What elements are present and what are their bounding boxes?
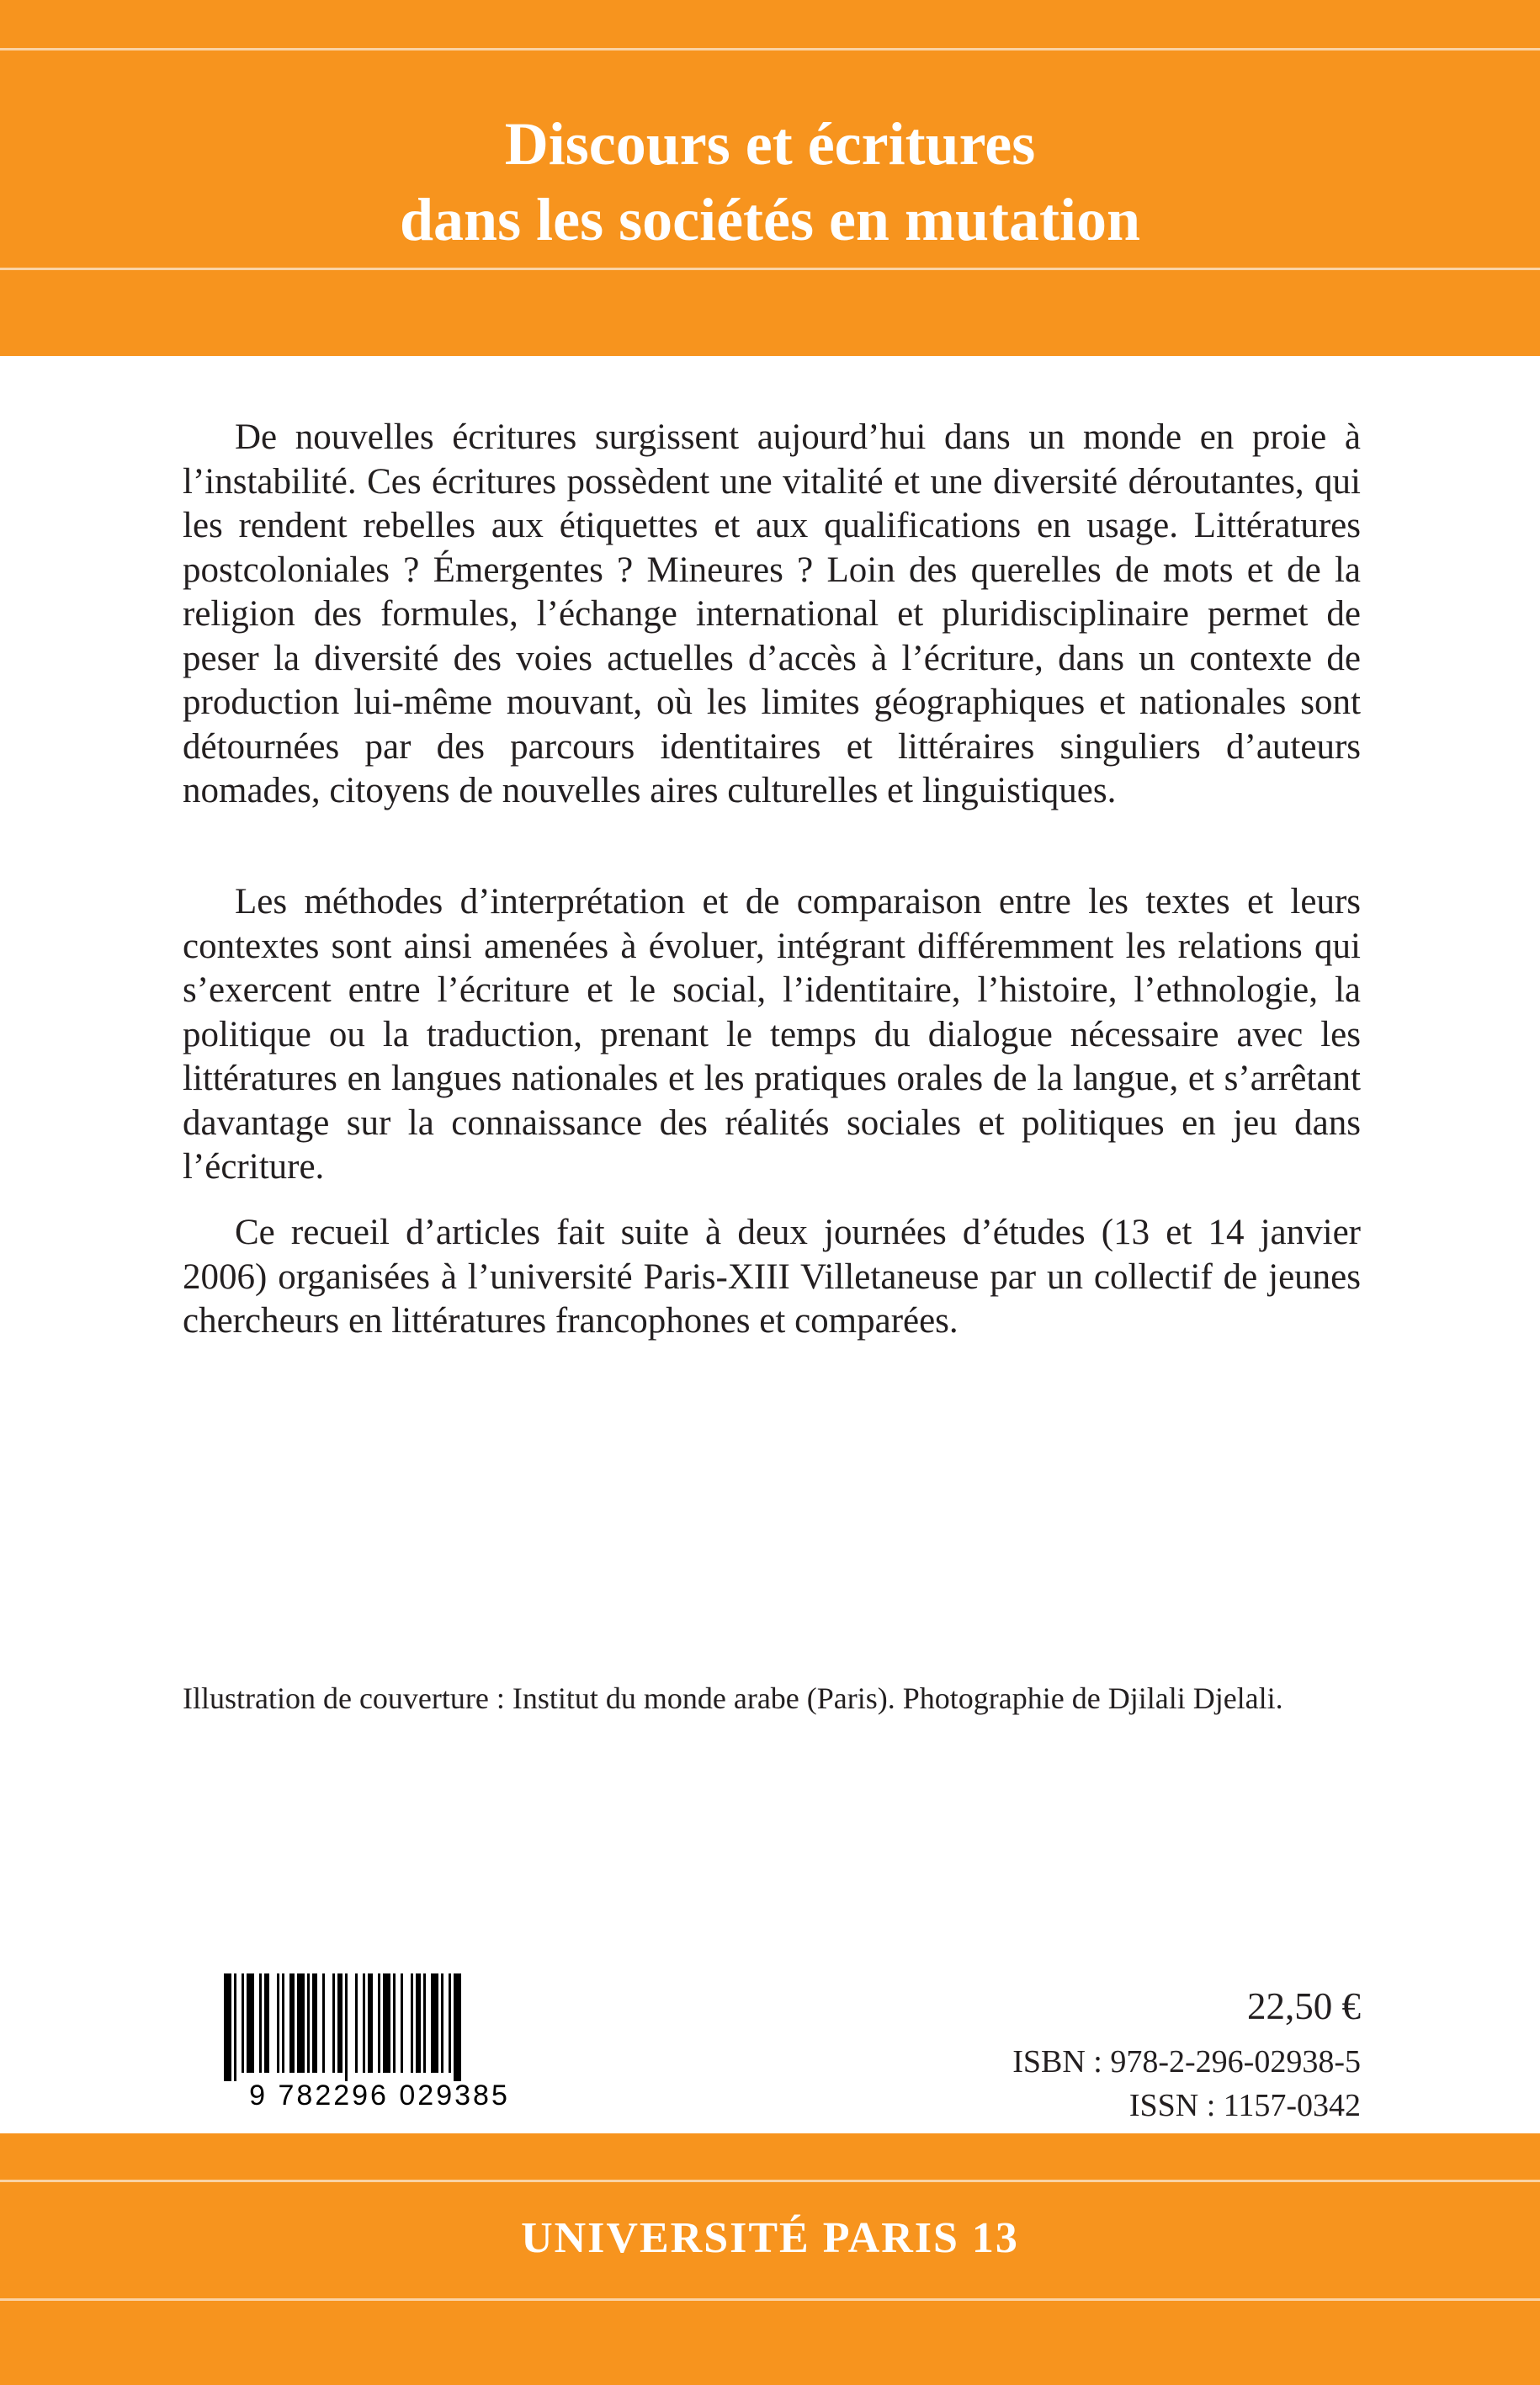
barcode-bar: [449, 1973, 451, 2073]
isbn-barcode: [205, 1973, 554, 2108]
cover-illustration-credit: Illustration de couverture : Institut du monde arabe (Paris). Photographie de Djilali Djelali.: [183, 1681, 1283, 1715]
blurb-paragraph-2: Les méthodes d’interprétation et de comparaison entre les textes et leurs contextes sont ainsi amenées à évoluer, intégrant différemment les relations qui s’exercent entre l’écriture et le social, l’identitaire, l’histoire, l’ethnologie, la politique ou la traduction, prenant le temps du dialogue nécessaire avec les littératures en langues nationales et les pratiques orales de la langue, et s’arrêtant davantage sur la connaissance des réalités sociales et politiques en jeu dans l’écriture.: [183, 882, 1361, 1187]
barcode-bar: [378, 1973, 380, 2073]
title-band-rule-bottom: [0, 268, 1540, 270]
barcode-bar: [297, 1973, 305, 2073]
price: 22,50 €: [1247, 1985, 1361, 2027]
barcode-bar: [441, 1973, 443, 2073]
barcode-bar: [454, 1973, 461, 2081]
issn: ISSN : 1157-0342: [1128, 2088, 1361, 2123]
title-band: [0, 0, 1540, 356]
barcode-bar: [247, 1973, 254, 2073]
blurb-paragraph-3: Ce recueil d’articles fait suite à deux journées d’études (13 et 14 janvier 2006) organisées à l’université Paris-XIII Villetaneuse par un collectif de jeunes chercheurs en littératures francophones et comparées.: [183, 1213, 1361, 1341]
barcode-bar: [277, 1973, 279, 2073]
barcode-digits: 9 782296 029385: [249, 2080, 510, 2108]
barcode-bar: [289, 1973, 295, 2073]
barcode-bar: [393, 1973, 396, 2073]
barcode-bar: [234, 1973, 236, 2081]
barcode-bar: [401, 1973, 403, 2073]
isbn: ISBN : 978-2-296-02938-5: [1012, 2044, 1361, 2080]
publisher-name: UNIVERSITÉ PARIS 13: [521, 2214, 1019, 2262]
barcode-bar: [355, 1973, 358, 2073]
barcode-bar: [264, 1973, 269, 2073]
title-band-rule-top: [0, 48, 1540, 50]
barcode-bar: [368, 1973, 373, 2073]
title-line-1: Discours et écritures: [504, 110, 1036, 178]
barcode-bar: [345, 1973, 348, 2081]
barcode-bar: [307, 1973, 310, 2073]
barcode-bar: [332, 1973, 335, 2073]
barcode-bar: [431, 1973, 438, 2073]
barcode-bar: [416, 1973, 421, 2073]
barcode-bar: [383, 1973, 390, 2073]
barcode-bar: [423, 1973, 426, 2073]
barcode-bar: [242, 1973, 244, 2073]
barcode-bar: [312, 1973, 317, 2073]
barcode-bar: [322, 1973, 325, 2073]
publisher-band-rule-bottom: [0, 2298, 1540, 2301]
barcode-bar: [224, 1973, 231, 2081]
publisher-band-rule-top: [0, 2180, 1540, 2182]
barcode-bar: [363, 1973, 365, 2073]
blurb-paragraph-1: De nouvelles écritures surgissent aujourd’hui dans un monde en proie à l’instabilité. Ces écritures possèdent une vitalité et une diversité déroutantes, qui les rendent rebelles aux étiquettes et aux qualifications en usage. Littératures postcoloniales ? Émergentes ? Mineures ? Loin des querelles de mots et de la religion des formules, l’échange international et pluridisciplinaire permet de peser la diversité des voies actuelles d’accès à l’écriture, dans un contexte de production lui-même mouvant, où les limites géographiques et nationales sont détournées par des parcours identitaires et littéraires singuliers d’auteurs nomades, citoyens de nouvelles aires culturelles et linguistiques.: [183, 417, 1361, 810]
title-line-2: dans les sociétés en mutation: [400, 186, 1140, 253]
barcode-bar: [259, 1973, 262, 2073]
barcode-bar: [337, 1973, 343, 2073]
barcode-bar: [411, 1973, 413, 2073]
barcode-bar: [282, 1973, 284, 2073]
